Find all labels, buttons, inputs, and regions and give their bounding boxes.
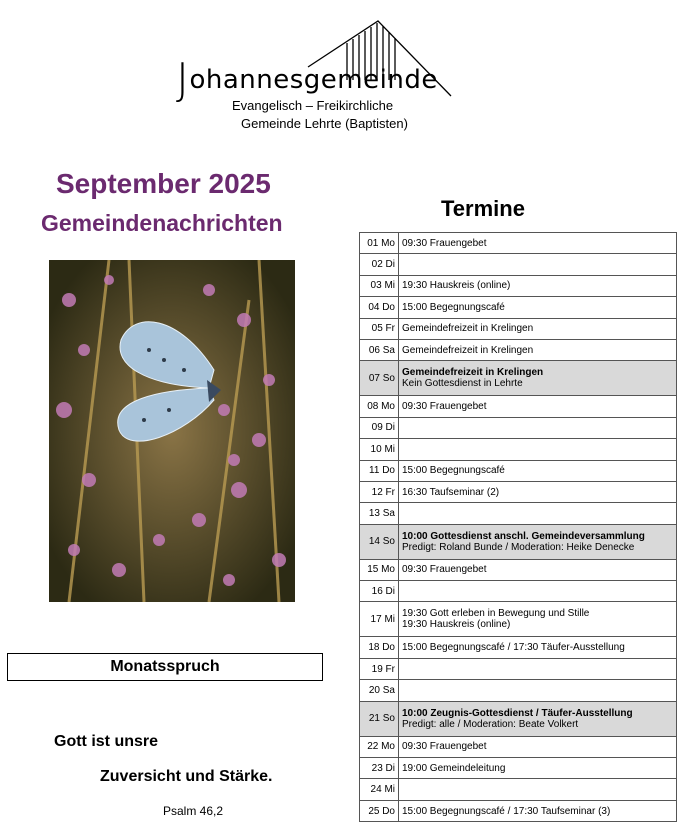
- table-row: [360, 779, 677, 800]
- table-row: [360, 658, 677, 679]
- event-line: 15:00 Begegnungscafé: [402, 301, 505, 313]
- event-cell: [399, 275, 677, 296]
- date-cell: 14 So: [360, 524, 399, 559]
- date-cell: 12 Fr: [360, 481, 399, 502]
- table-row: [360, 481, 677, 502]
- table-row: [360, 439, 677, 460]
- table-row: [360, 680, 677, 701]
- event-cell: [399, 233, 677, 254]
- table-row: [360, 559, 677, 580]
- verse-line-1: Gott ist unsre: [54, 733, 159, 750]
- date-cell: 16 Di: [360, 581, 399, 602]
- event-cell: [399, 361, 677, 396]
- event-cell: [399, 736, 677, 757]
- table-row: [360, 460, 677, 481]
- table-row: [360, 736, 677, 757]
- table-row: [360, 602, 677, 637]
- event-line: 15:00 Begegnungscafé / 17:30 Täufer-Ausstellung: [402, 642, 625, 654]
- event-cell: [399, 318, 677, 339]
- verse-reference: Psalm 46,2: [163, 804, 224, 818]
- date-cell: 03 Mi: [360, 275, 399, 296]
- event-cell: [399, 417, 677, 438]
- table-row: [360, 417, 677, 438]
- event-cell: [399, 339, 677, 360]
- table-row: [360, 233, 677, 254]
- event-line: Gemeindefreizeit in Krelingen: [402, 344, 534, 356]
- event-cell: [399, 758, 677, 779]
- event-cell: [399, 602, 677, 637]
- date-cell: 22 Mo: [360, 736, 399, 757]
- date-cell: 05 Fr: [360, 318, 399, 339]
- event-cell: [399, 439, 677, 460]
- date-cell: 10 Mi: [360, 439, 399, 460]
- event-cell: [399, 779, 677, 800]
- table-row: [360, 297, 677, 318]
- date-cell: 01 Mo: [360, 233, 399, 254]
- month-title: September 2025: [56, 168, 271, 199]
- event-line: 09:30 Frauengebet: [402, 741, 487, 753]
- table-row: [360, 361, 677, 396]
- event-line: 09:30 Frauengebet: [402, 237, 487, 249]
- table-row: [360, 318, 677, 339]
- event-line: 16:30 Taufseminar (2): [402, 486, 500, 498]
- org-subtitle-line2: Gemeinde Lehrte (Baptisten): [241, 116, 408, 131]
- event-line: 19:30 Gott erleben in Bewegung und Stille: [402, 608, 590, 620]
- date-cell: 13 Sa: [360, 503, 399, 524]
- table-row: [360, 637, 677, 658]
- table-row: [360, 524, 677, 559]
- date-cell: 15 Mo: [360, 559, 399, 580]
- event-line-2: Predigt: alle / Moderation: Beate Volkert: [402, 718, 579, 730]
- event-line: 09:30 Frauengebet: [402, 564, 487, 576]
- table-row: [360, 503, 677, 524]
- monatsspruch-label: Monatsspruch: [110, 658, 220, 675]
- table-row: [360, 339, 677, 360]
- date-cell: 17 Mi: [360, 602, 399, 637]
- event-line: 15:00 Begegnungscafé / 17:30 Taufseminar (3): [402, 805, 611, 817]
- butterfly-photo: [49, 260, 295, 602]
- event-cell: [399, 581, 677, 602]
- date-cell: 25 Do: [360, 800, 399, 821]
- event-line: 19:30 Hauskreis (online): [402, 280, 511, 292]
- event-line: 09:30 Frauengebet: [402, 401, 487, 413]
- event-cell: [399, 460, 677, 481]
- event-cell: [399, 701, 677, 736]
- event-line: 10:00 Gottesdienst anschl. Gemeindeversammlung: [402, 530, 645, 542]
- event-cell: [399, 658, 677, 679]
- termine-table: [359, 232, 677, 822]
- date-cell: 11 Do: [360, 460, 399, 481]
- termine-title: Termine: [441, 196, 525, 221]
- table-row: [360, 581, 677, 602]
- event-line: Gemeindefreizeit in Krelingen: [402, 367, 544, 379]
- date-cell: 20 Sa: [360, 680, 399, 701]
- table-row: [360, 254, 677, 275]
- table-row: [360, 701, 677, 736]
- event-cell: [399, 503, 677, 524]
- event-line: Gemeindefreizeit in Krelingen: [402, 323, 534, 335]
- event-line: 15:00 Begegnungscafé: [402, 465, 505, 477]
- date-cell: 18 Do: [360, 637, 399, 658]
- date-cell: 04 Do: [360, 297, 399, 318]
- event-cell: [399, 559, 677, 580]
- verse-line-2: Zuversicht und Stärke.: [100, 768, 273, 785]
- event-cell: [399, 297, 677, 318]
- org-subtitle-line1: Evangelisch – Freikirchliche: [232, 98, 394, 113]
- date-cell: 23 Di: [360, 758, 399, 779]
- table-row: [360, 396, 677, 417]
- date-cell: 21 So: [360, 701, 399, 736]
- table-row: [360, 758, 677, 779]
- event-cell: [399, 481, 677, 502]
- date-cell: 06 Sa: [360, 339, 399, 360]
- event-cell: [399, 396, 677, 417]
- event-line: 19:00 Gemeindeleitung: [402, 762, 506, 774]
- table-row: [360, 275, 677, 296]
- event-cell: [399, 800, 677, 821]
- event-cell: [399, 637, 677, 658]
- date-cell: 02 Di: [360, 254, 399, 275]
- date-cell: 08 Mo: [360, 396, 399, 417]
- event-cell: [399, 680, 677, 701]
- date-cell: 07 So: [360, 361, 399, 396]
- date-cell: 24 Mi: [360, 779, 399, 800]
- monatsspruch-box: [7, 653, 323, 681]
- table-row: [360, 800, 677, 821]
- event-line: 10:00 Zeugnis-Gottesdienst / Täufer-Ausstellung: [402, 707, 633, 719]
- date-cell: 19 Fr: [360, 658, 399, 679]
- newsletter-subtitle: Gemeindenachrichten: [41, 210, 283, 236]
- date-cell: 09 Di: [360, 417, 399, 438]
- event-cell: [399, 524, 677, 559]
- event-line-2: Kein Gottesdienst in Lehrte: [402, 378, 523, 390]
- event-line-2: 19:30 Hauskreis (online): [402, 619, 511, 631]
- event-line-2: Predigt: Roland Bunde / Moderation: Heike Denecke: [402, 541, 635, 553]
- org-name: Johannesgemeinde: [176, 54, 438, 105]
- event-cell: [399, 254, 677, 275]
